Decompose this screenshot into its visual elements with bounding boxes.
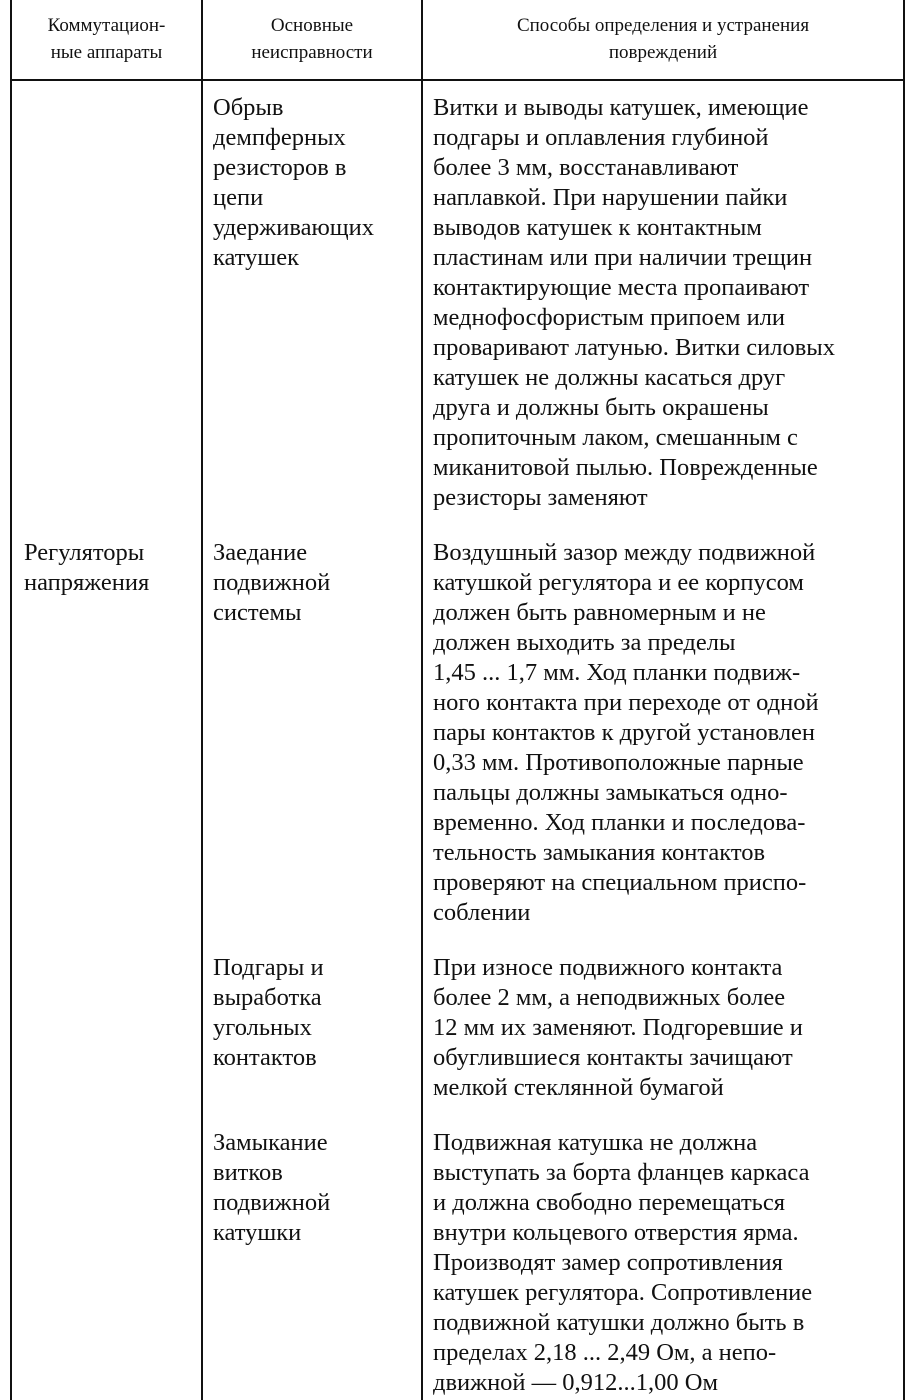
row-0-method: Витки и выводы катушек, имеющие подгары и оплавления глубиной более 3 мм, восстанавливают наплавкой. При нарушении пайки выводов катушек к контактным пластинам или при наличии трещин контактирующие места пропаивают меднофосфористым припоем или проваривают латунью. Витки силовых катушек не должны касаться друг друга и должны быть окрашены пропиточным лаком, смешанным с миканитовой пылью. Поврежденные резисторы заменяют bbox=[433, 94, 836, 511]
row-3-method: Подвижная катушка не должна выступать за борта фланцев каркаса и должна свободно перемещаться внутри кольцевого отверстия ярма. Производят замер сопротивления катушек регулятора. Сопротивление подвижной катушки должно быть в пределах 2,18 ... 2,49 Ом, а непо- движной — 0,912...1,00 Ом bbox=[433, 1129, 813, 1396]
header-rule bbox=[10, 79, 905, 81]
table-border-right bbox=[903, 0, 905, 1400]
column-divider-2 bbox=[421, 0, 423, 1400]
row-3-fault: Замыкание витков подвижной катушки bbox=[213, 1129, 331, 1246]
table-border-left bbox=[10, 0, 12, 1400]
header-devices: Коммутацион- ные аппараты bbox=[47, 15, 166, 63]
header-faults: Основные неисправности bbox=[251, 15, 373, 63]
row-0-fault: Обрыв демпферных резисторов в цепи удерживающих катушек bbox=[213, 94, 374, 271]
row-1-fault: Заедание подвижной системы bbox=[213, 539, 331, 626]
row-2-method: При износе подвижного контакта более 2 мм, а неподвижных более 12 мм их заменяют. Подгоревшие и обуглившиеся контакты зачищают мелкой стеклянной бумагой bbox=[433, 954, 803, 1101]
row-1-device: Регуляторы напряжения bbox=[24, 539, 150, 596]
header-methods: Способы определения и устранения повреждений bbox=[516, 15, 810, 63]
column-divider-1 bbox=[201, 0, 203, 1400]
row-2-fault: Подгары и выработка угольных контактов bbox=[213, 954, 324, 1071]
row-1-method: Воздушный зазор между подвижной катушкой регулятора и ее корпусом должен быть равномерным и не должен выходить за пределы 1,45 ... 1,7 мм. Ход планки подвиж- ного контакта при переходе от одной пары контактов к другой установлен 0,33 мм. Противоположные парные пальцы должны замыкаться одно- временно. Ход планки и последова- тельность замыкания контактов проверяют на специальном приспо- соблении bbox=[433, 539, 819, 926]
